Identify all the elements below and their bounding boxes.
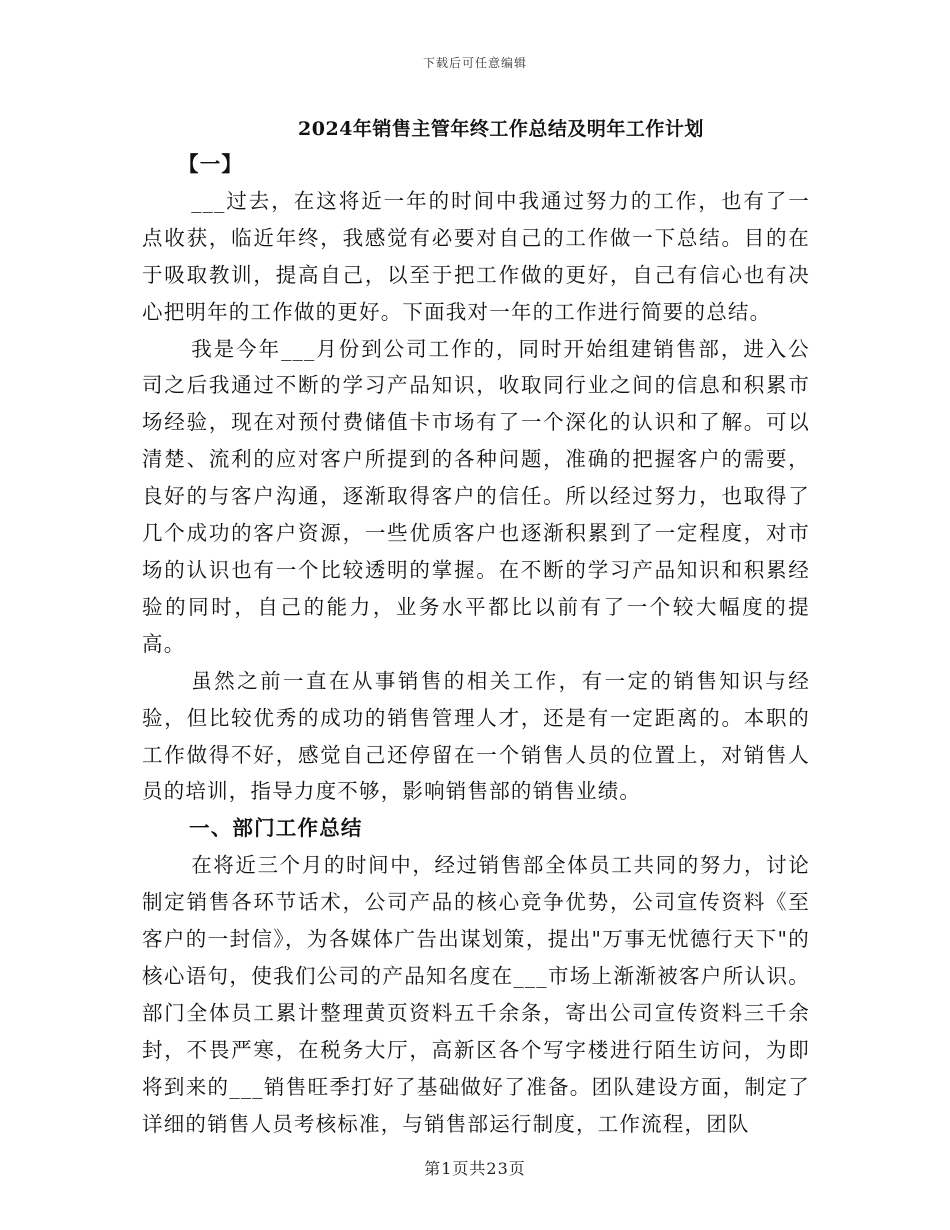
- paragraph-3: 虽然之前一直在从事销售的相关工作，有一定的销售知识与经验，但比较优秀的成功的销售管理人才，还是有一定距离的。本职的工作做得不好，感觉自己还停留在一个销售人员的位置上，对销售人员的培训，指导力度不够，影响销售部的销售业绩。: [142, 668, 810, 804]
- paragraph-4: 在将近三个月的时间中，经过销售部全体员工共同的努力，讨论制定销售各环节话术，公司产品的核心竞争优势，公司宣传资料《至客户的一封信》，为各媒体广告出谋划策，提出"万事无忧德行天下"的核心语句，使我们公司的产品知名度在___市场上渐渐被客户所认识。部门全体员工累计整理黄页资料五千余条，寄出公司宣传资料三千余封，不畏严寒，在税务大厅，高新区各个写字楼进行陌生访问，为即将到来的___销售旺季打好了基础做好了准备。团队建设方面，制定了详细的销售人员考核标准，与销售部运行制度，工作流程，团队: [142, 853, 810, 1136]
- document-body: [142, 146, 810, 1142]
- section-label: 【一】: [178, 152, 244, 176]
- document-title: 2024年销售主管年终工作总结及明年工作计划: [298, 118, 704, 140]
- page-footer: 第1页共23页: [424, 1159, 526, 1178]
- section-heading: 一、部门工作总结: [189, 816, 363, 841]
- paragraph-2: 我是今年___月份到公司工作的，同时开始组建销售部，进入公司之后我通过不断的学习产品知识，收取同行业之间的信息和积累市场经验，现在对预付费储值卡市场有了一个深化的认识和了解。可以清楚、流利的应对客户所提到的各种问题，准确的把握客户的需要，良好的与客户沟通，逐渐取得客户的信任。所以经过努力，也取得了几个成功的客户资源，一些优质客户也逐渐积累到了一定程度，对市场的认识也有一个比较透明的掌握。在不断的学习产品知识和积累经验的同时，自己的能力，业务水平都比以前有了一个较大幅度的提高。: [142, 336, 810, 656]
- paragraph-1: ___过去，在这将近一年的时间中我通过努力的工作，也有了一点收获，临近年终，我感觉有必要对自己的工作做一下总结。目的在于吸取教训，提高自己，以至于把工作做的更好，自己有信心也有决心把明年的工作做的更好。下面我对一年的工作进行简要的总结。: [142, 188, 810, 324]
- page-header-note: 下载后可任意编辑: [422, 56, 527, 70]
